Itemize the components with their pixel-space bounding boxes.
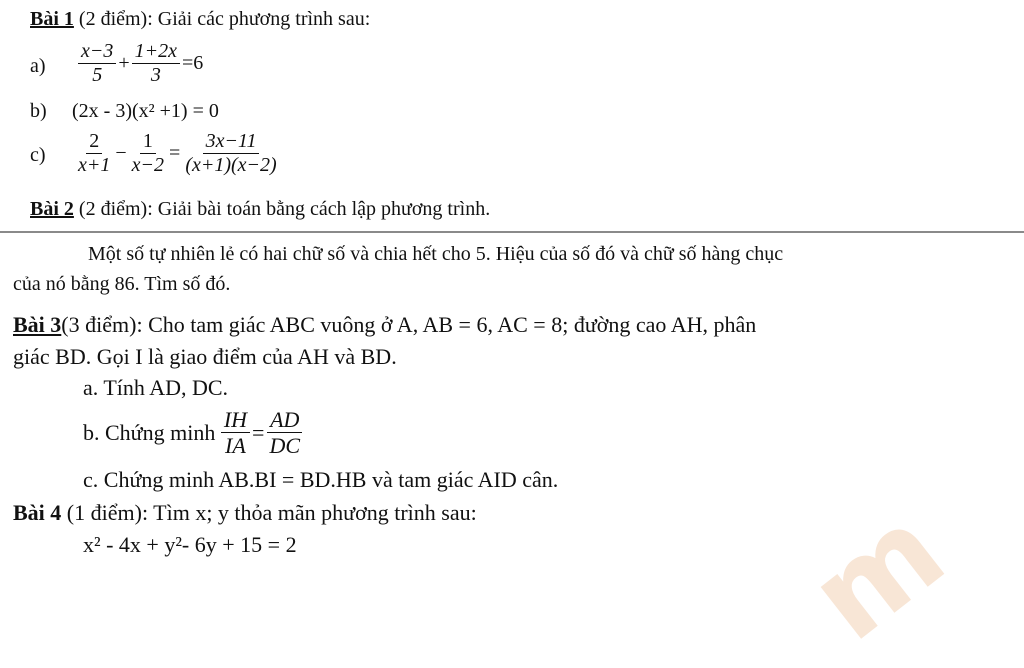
bai2-problem-line2: của nó bằng 86. Tìm số đó.: [13, 273, 231, 295]
bai1-heading: [30, 8, 370, 31]
bai3-part-b: [83, 407, 303, 459]
bai3-line2: giác BD. Gọi I là giao điểm của AH và BD.: [13, 344, 397, 369]
bai1-c-equals: =: [169, 142, 181, 164]
bai4-equation: x² - 4x + y²- 6y + 15 = 2: [83, 532, 297, 557]
bai3-part-c: c. Chứng minh AB.BI = BD.HB và tam giác AID cân.: [83, 467, 559, 492]
bai2-problem-line1: Một số tự nhiên lẻ có hai chữ số và chia hết cho 5. Hiệu của số đó và chữ số hàng chục: [88, 243, 784, 265]
bai1-a-frac2-num: 1+2x: [132, 40, 180, 64]
bai1-c-frac1-den: x+1: [78, 154, 111, 176]
bai1-c-frac3-den: (x+1)(x−2): [185, 154, 277, 176]
bai1-c-frac1-num: 2: [86, 130, 102, 154]
bai3-b-frac1-num: IH: [221, 407, 250, 433]
bai1-a-plus: +: [118, 52, 130, 74]
bai1-c-frac2-den: x−2: [131, 154, 165, 176]
bai1-a-label: a): [30, 55, 46, 77]
bai1-a-rhs: =6: [182, 52, 204, 74]
bai1-a-frac1-num: x−3: [78, 40, 116, 64]
bai3-heading: [13, 312, 756, 338]
horizontal-divider: [0, 231, 1024, 233]
bai1-b-label: b): [30, 100, 47, 122]
bai3-points: (3 điểm): [61, 312, 137, 337]
bai1-a-frac2-den: 3: [150, 64, 161, 86]
bai4-instruction: (1 điểm): Tìm x; y thỏa mãn phương trình sau:: [66, 500, 477, 525]
bai1-c-equation: [75, 130, 280, 177]
bai1-title: Bài 1: [30, 8, 74, 30]
bai2-title: Bài 2: [30, 198, 74, 220]
bai1-b-equation: (2x - 3)(x² +1) = 0: [72, 100, 219, 122]
bai3-b-frac2-num: AD: [267, 407, 302, 433]
bai4-title: Bài 4: [13, 500, 62, 525]
bai1-c-frac3-num: 3x−11: [203, 130, 260, 154]
bai3-line1: : Cho tam giác ABC vuông ở A, AB = 6, AC = 8; đường cao AH, phân: [136, 312, 757, 337]
bai1-c-minus: −: [115, 142, 127, 164]
watermark: m: [785, 481, 970, 668]
bai2-instruction: : Giải bài toán bằng cách lập phương trình.: [147, 198, 491, 220]
bai2-heading: [30, 198, 490, 221]
bai3-b-text: b. Chứng minh: [83, 419, 216, 445]
bai3-b-equals: =: [252, 419, 265, 445]
bai1-points: (2 điểm): [78, 8, 148, 30]
bai1-c-label: c): [30, 144, 46, 166]
bai3-b-frac2-den: DC: [269, 433, 301, 459]
bai1-instruction: : Giải các phương trình sau:: [147, 8, 371, 30]
bai1-a-frac1-den: 5: [92, 64, 103, 86]
bai4-heading: [13, 500, 477, 526]
bai3-part-a: a. Tính AD, DC.: [83, 375, 229, 400]
bai1-a-equation: [78, 40, 205, 87]
bai1-c-frac2-num: 1: [140, 130, 156, 154]
bai2-points: (2 điểm): [78, 198, 148, 220]
bai3-b-frac1-den: IA: [225, 433, 246, 459]
bai3-title: Bài 3: [13, 312, 62, 337]
